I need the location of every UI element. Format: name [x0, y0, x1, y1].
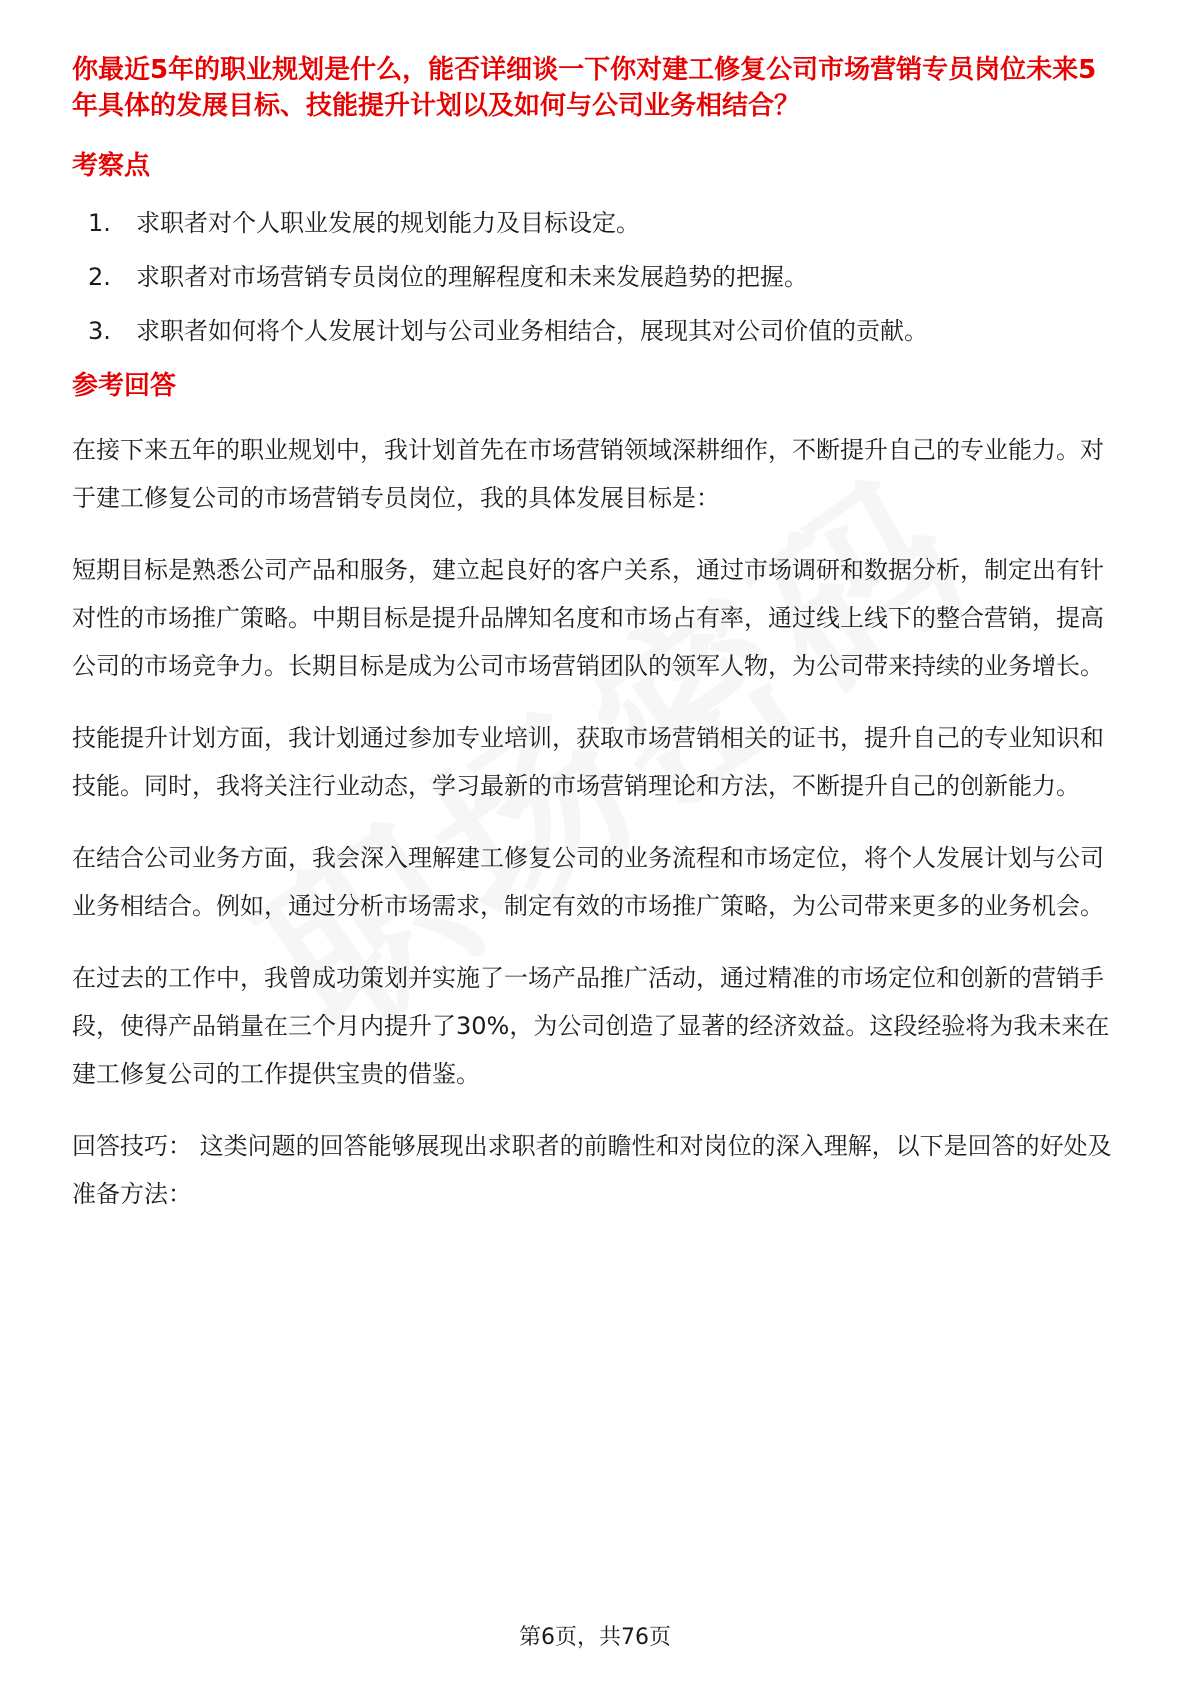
- answer-paragraph: 回答技巧： 这类问题的回答能够展现出求职者的前瞻性和对岗位的深入理解，以下是回答的好处及准备方法：: [72, 1132, 1112, 1208]
- list-item: [72, 206, 1112, 240]
- list-text: 求职者对个人职业发展的规划能力及目标设定。: [136, 209, 640, 237]
- assessment-heading: 考察点: [72, 151, 151, 181]
- list-number: 3.: [88, 317, 111, 345]
- answer-paragraph: 在接下来五年的职业规划中，我计划首先在市场营销领域深耕细作，不断提升自己的专业能力。对于建工修复公司的市场营销专员岗位，我的具体发展目标是：: [72, 436, 1104, 512]
- answer-paragraph: 短期目标是熟悉公司产品和服务，建立起良好的客户关系，通过市场调研和数据分析，制定出有针对性的市场推广策略。中期目标是提升品牌知名度和市场占有率，通过线上线下的整合营销，提高公司的市场竞争力。长期目标是成为公司市场营销团队的领军人物，为公司带来持续的业务增长。: [72, 556, 1104, 680]
- list-number: 2.: [88, 263, 111, 291]
- document-body: [72, 52, 1112, 1218]
- list-number: 1.: [88, 209, 111, 237]
- answer-paragraph: 在过去的工作中，我曾成功策划并实施了一场产品推广活动，通过精准的市场定位和创新的营销手段，使得产品销量在三个月内提升了30%，为公司创造了显著的经济效益。这段经验将为我未来在建工修复公司的工作提供宝贵的借鉴。: [72, 964, 1110, 1088]
- list-item: [72, 260, 1112, 294]
- question-title: 你最近5年的职业规划是什么，能否详细谈一下你对建工修复公司市场营销专员岗位未来5年具体的发展目标、技能提升计划以及如何与公司业务相结合？: [72, 55, 1097, 121]
- list-text: 求职者如何将个人发展计划与公司业务相结合，展现其对公司价值的贡献。: [136, 317, 928, 345]
- assessment-list: [72, 206, 1112, 348]
- list-text: 求职者对市场营销专员岗位的理解程度和未来发展趋势的把握。: [136, 263, 808, 291]
- answer-heading: 参考回答: [72, 371, 177, 401]
- answer-paragraph: 技能提升计划方面，我计划通过参加专业培训，获取市场营销相关的证书，提升自己的专业知识和技能。同时，我将关注行业动态，学习最新的市场营销理论和方法，不断提升自己的创新能力。: [72, 724, 1104, 800]
- answer-paragraph: 在结合公司业务方面，我会深入理解建工修复公司的业务流程和市场定位，将个人发展计划与公司业务相结合。例如，通过分析市场需求，制定有效的市场推广策略，为公司带来更多的业务机会。: [72, 844, 1104, 920]
- page-number: 第6页，共76页: [519, 1625, 671, 1650]
- list-item: [72, 314, 1112, 348]
